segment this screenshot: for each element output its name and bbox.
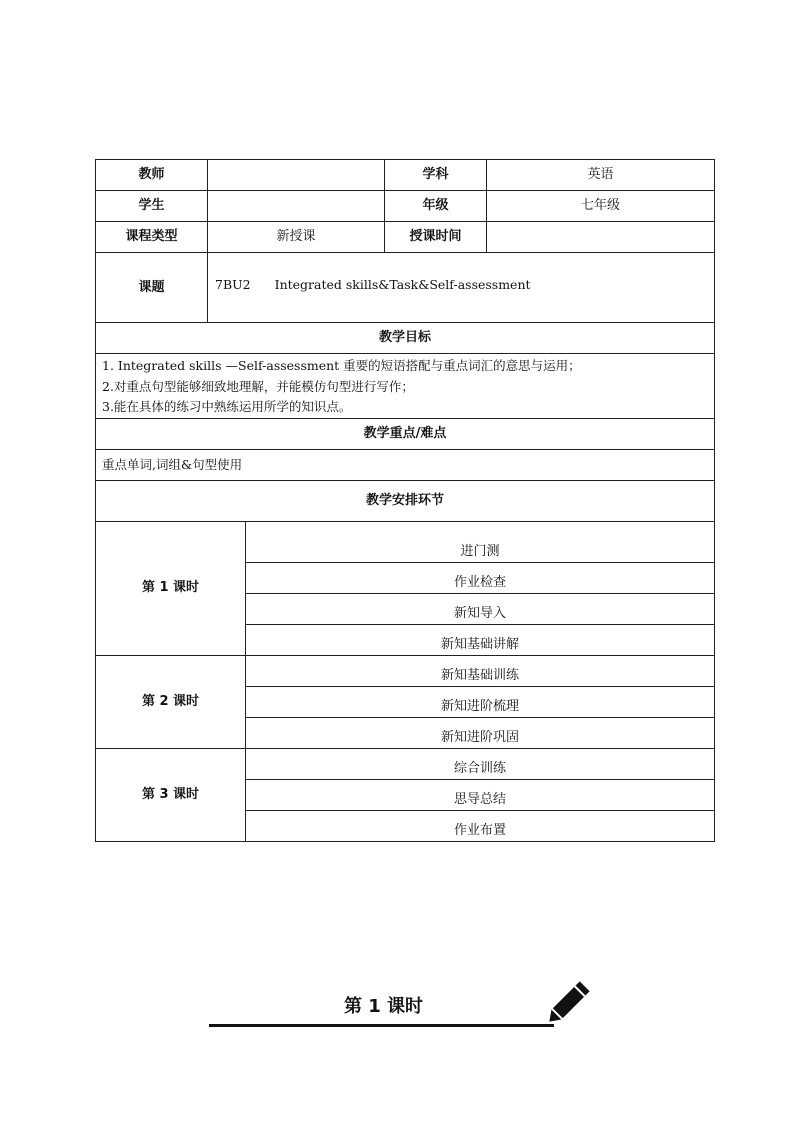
teacher-label: 教师 (96, 160, 208, 191)
teacher-value (208, 160, 385, 191)
topic-code: 7BU2 (215, 277, 251, 292)
course-type-value: 新授课 (208, 222, 385, 253)
course-type-label: 课程类型 (96, 222, 208, 253)
schedule-item: 进门测 (246, 521, 715, 562)
session-1-label: 第 1 课时 (96, 521, 246, 655)
section-underline (209, 1024, 554, 1027)
time-value (487, 222, 715, 253)
schedule-item: 综合训练 (246, 748, 715, 779)
schedule-item: 新知基础讲解 (246, 624, 715, 655)
key-points-content: 重点单词,词组&句型使用 (96, 449, 715, 480)
schedule-item: 新知进阶巩固 (246, 717, 715, 748)
schedule-item: 新知基础训练 (246, 655, 715, 686)
subject-label: 学科 (385, 160, 487, 191)
lesson-plan (95, 159, 714, 842)
objective-item: 3.能在具体的练习中熟练运用所学的知识点。 (102, 399, 352, 414)
subject-value: 英语 (487, 160, 715, 191)
objectives-list (96, 354, 715, 419)
objectives-heading: 教学目标 (96, 323, 715, 354)
objective-item: 1. Integrated skills —Self-assessment 重要的短语搭配与重点词汇的意思与运用； (102, 358, 581, 373)
key-points-heading: 教学重点/难点 (96, 418, 715, 449)
topic-value (208, 253, 715, 323)
session-2-label: 第 2 课时 (96, 655, 246, 748)
section-title: 第 1 课时 (344, 996, 424, 1017)
schedule-item: 新知导入 (246, 593, 715, 624)
schedule-table (95, 521, 715, 842)
topic-title: Integrated skills&Task&Self-assessment (274, 277, 531, 292)
schedule-item: 作业检查 (246, 562, 715, 593)
info-table (95, 159, 715, 522)
session-3-label: 第 3 课时 (96, 748, 246, 841)
time-label: 授课时间 (385, 222, 487, 253)
topic-label: 课题 (96, 253, 208, 323)
schedule-item: 新知进阶梳理 (246, 686, 715, 717)
schedule-heading: 教学安排环节 (96, 480, 715, 521)
pencil-icon (540, 976, 594, 1032)
student-value (208, 191, 385, 222)
student-label: 学生 (96, 191, 208, 222)
schedule-item: 作业布置 (246, 810, 715, 841)
objective-item: 2.对重点句型能够细致地理解，并能模仿句型进行写作； (102, 378, 414, 394)
schedule-item: 思导总结 (246, 779, 715, 810)
grade-label: 年级 (385, 191, 487, 222)
grade-value: 七年级 (487, 191, 715, 222)
